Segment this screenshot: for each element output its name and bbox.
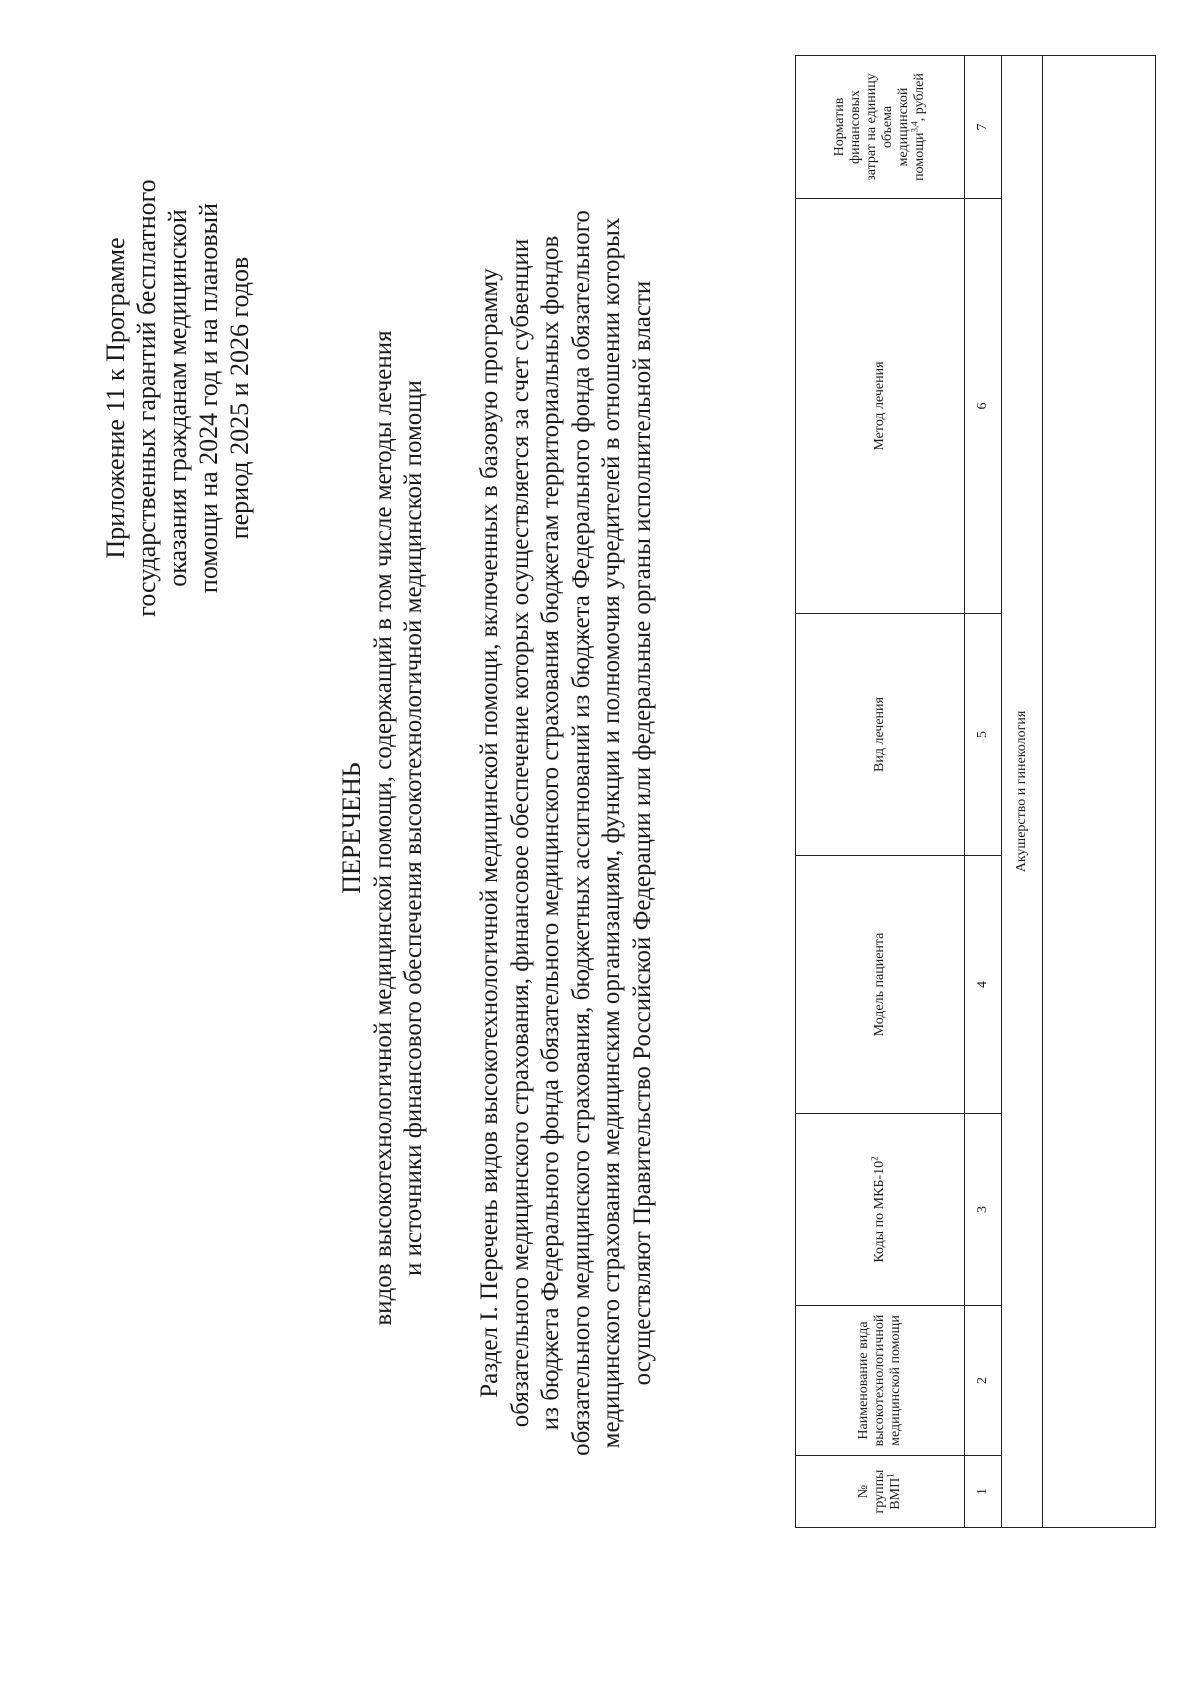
vmp-table xyxy=(795,55,1156,1528)
column-number-cell: 5 xyxy=(965,614,1002,856)
section-heading xyxy=(475,168,658,1498)
header-cell-group-number: № группы ВМП$^1$ xyxy=(796,1456,965,1528)
column-number-cell: 7 xyxy=(965,56,1002,199)
empty-cell xyxy=(1043,56,1156,1528)
document-title xyxy=(337,208,429,1448)
section-line: медицинского страхования медицинским организациям, функции и полномочия учредителей в отношении которых xyxy=(598,217,625,1449)
header-cell-cost-standard: Норматив финансовых затрат на единицу объема медицинской помощи$^{3,4}$, рублей xyxy=(796,56,965,199)
header-cell-treatment-type: Вид лечения xyxy=(796,614,965,856)
section-line: обязательного медицинского страхования, бюджетных ассигнований из бюджета Федерального фонда обязательного xyxy=(567,210,595,1456)
column-number-cell: 3 xyxy=(965,1114,1002,1306)
appendix-line: помощи на 2024 год и на плановый xyxy=(194,202,223,594)
column-number-cell: 2 xyxy=(965,1306,1002,1456)
section-line: Раздел I. Перечень видов высокотехнологичной медицинской помощи, включенных в базовую программу xyxy=(476,268,503,1398)
section-line: обязательного медицинского страхования, финансовое обеспечение которых осуществляется за счет субвенции xyxy=(506,238,534,1428)
title-line: видов высокотехнологичной медицинской помощи, содержащий в том числе методы лечения xyxy=(370,330,397,1326)
table-header-row xyxy=(796,56,965,1528)
appendix-header xyxy=(100,118,255,678)
section-row-label: Акушерство и гинекология xyxy=(1002,56,1043,1528)
header-cell-patient-model: Модель пациента xyxy=(796,856,965,1114)
title-line: и источники финансового обеспечения высокотехнологичной медицинской помощи xyxy=(400,380,427,1276)
appendix-line: оказания гражданам медицинской xyxy=(163,209,192,587)
appendix-line: Приложение 11 к Программе xyxy=(101,237,130,559)
title-heading: ПЕРЕЧЕНЬ xyxy=(337,762,366,894)
table-empty-row xyxy=(1043,56,1156,1528)
header-cell-icd-codes: Коды по МКБ-$10^2$ xyxy=(796,1114,965,1306)
column-number-cell: 1 xyxy=(965,1456,1002,1528)
header-cell-care-type-name: Наименование вида высокотехнологичной медицинской помощи xyxy=(796,1306,965,1456)
section-line: осуществляют Правительство Российской Федерации или федеральные органы исполнительной власти xyxy=(628,280,656,1386)
appendix-line: период 2025 и 2026 годов xyxy=(225,256,254,540)
appendix-line: государственных гарантий бесплатного xyxy=(132,179,161,617)
column-number-cell: 4 xyxy=(965,856,1002,1114)
column-number-row xyxy=(965,56,1002,1528)
table-section-row xyxy=(1002,56,1043,1528)
column-number-cell: 6 xyxy=(965,199,1002,614)
section-line: из бюджета Федерального фонда обязательного медицинского страхования бюджетам территориальных фондов xyxy=(537,235,564,1431)
header-cell-treatment-method: Метод лечения xyxy=(796,199,965,614)
